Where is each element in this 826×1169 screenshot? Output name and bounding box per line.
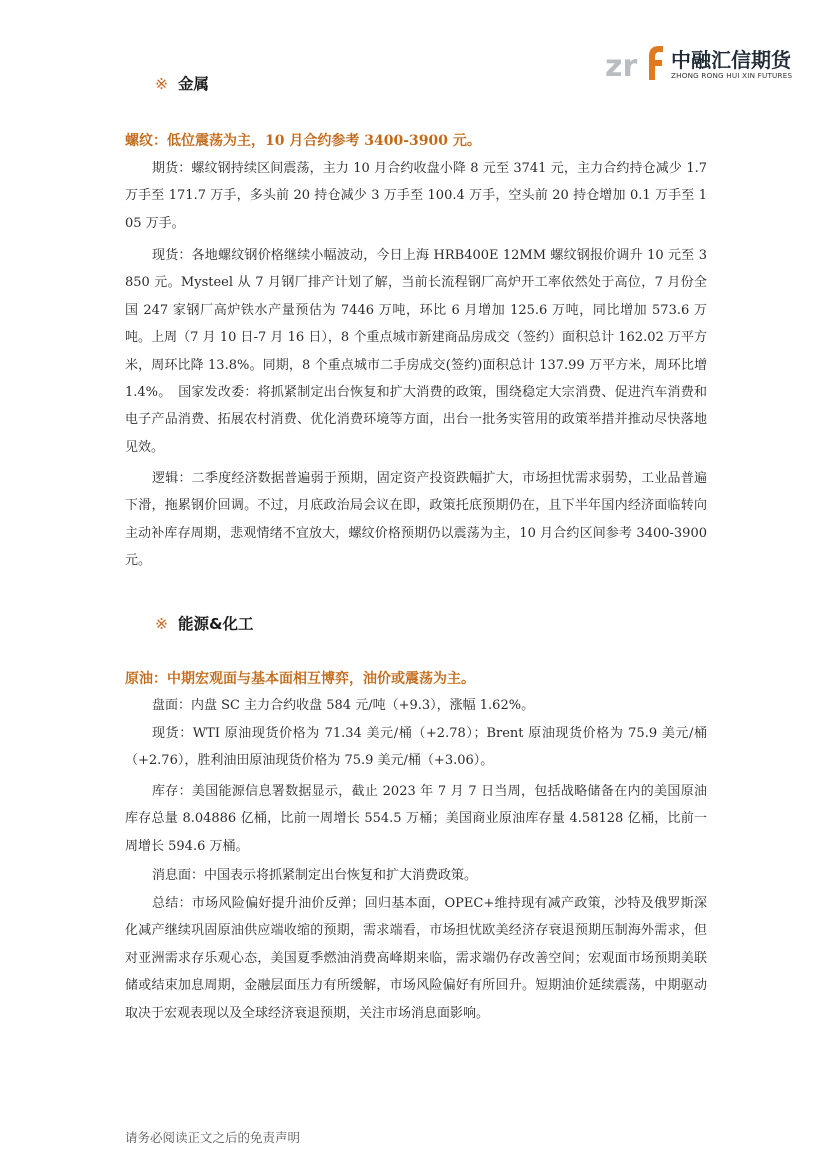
zrf-logo-icon bbox=[605, 42, 663, 82]
rebar-logic-paragraph: 逻辑：二季度经济数据普遍弱于预期，固定资产投资跌幅扩大，市场担忧需求弱势，工业品普遍下滑，拖累钢价回调。不过，月底政治局会议在即，政策托底预期仍在，且下半年国内经济面临转向主动补库存周期，悲观情绪不宜放大，螺纹价格预期仍以震荡为主，10 月合约区间参考 3400-3900 元。 bbox=[125, 471, 707, 569]
crude-news-paragraph: 消息面：中国表示将抓紧制定出台恢复和扩大消费政策。 bbox=[152, 868, 478, 883]
logo-chinese-name: 中融汇信期货 bbox=[671, 48, 791, 72]
disclaimer-footer: 请务必阅读正文之后的免责声明 bbox=[125, 1130, 301, 1145]
reference-mark-icon: ※ bbox=[155, 75, 168, 93]
svg-text:zr: zr bbox=[605, 49, 638, 82]
crude-oil-subheading: 原油：中期宏观面与基本面相互博弈，油价或震荡为主。 bbox=[125, 671, 475, 687]
company-logo bbox=[605, 42, 795, 84]
crude-spot-paragraph: 现货：WTI 原油现货价格为 71.34 美元/桶（+2.78）；Brent 原油现货价格为 75.9 美元/桶（+2.76），胜利油田原油现货价格为 75.9 美元/桶（+3.06）。 bbox=[125, 726, 707, 769]
rebar-futures-paragraph: 期货：螺纹钢持续区间震荡，主力 10 月合约收盘小降 8 元至 3741 元，主力合约持仓减少 1.7 万手至 171.7 万手，多头前 20 持仓减少 3 万手至 100.4 万手，空头前 20 持仓增加 0.1 万手至 105 万手。 bbox=[125, 161, 707, 231]
reference-mark-icon: ※ bbox=[155, 615, 168, 633]
section-title-text: 金属 bbox=[178, 75, 210, 93]
logo-english-name: ZHONG RONG HUI XIN FUTURES bbox=[671, 71, 793, 80]
crude-inventory-paragraph: 库存：美国能源信息署数据显示，截止 2023 年 7 月 7 日当周，包括战略储备在内的美国原油库存总量 8.04886 亿桶，比前一周增长 554.5 万桶；美国商业原油库存量 4.58128 亿桶，比前一周增长 594.6 万桶。 bbox=[125, 784, 707, 854]
crude-market-paragraph: 盘面：内盘 SC 主力合约收盘 584 元/吨（+9.3），涨幅 1.62%。 bbox=[152, 698, 535, 713]
crude-summary-paragraph: 总结：市场风险偏好提升油价反弹；回归基本面，OPEC+维持现有减产政策，沙特及俄罗斯深化减产继续巩固原油供应端收缩的预期，需求端看，市场担忧欧美经济存衰退预期压制海外需求，但对亚洲需求存乐观心态，美国夏季燃油消费高峰期来临，需求端仍存改善空间；宏观面市场预期美联储或结束加息周期，金融层面压力有所缓解，市场风险偏好有所回升。短期油价延续震荡，中期驱动取决于宏观表现以及全球经济衰退预期，关注市场消息面影响。 bbox=[125, 896, 707, 1021]
section-title-energy bbox=[155, 612, 254, 634]
section-title-text: 能源&化工 bbox=[178, 615, 254, 633]
section-title-metals bbox=[155, 72, 209, 94]
rebar-subheading: 螺纹：低位震荡为主，10 月合约参考 3400-3900 元。 bbox=[125, 133, 481, 149]
rebar-spot-paragraph: 现货：各地螺纹钢价格继续小幅波动，今日上海 HRB400E 12MM 螺纹钢报价调升 10 元至 3850 元。Mysteel 从 7 月钢厂排产计划了解，当前长流程钢厂高炉开工率依然处于高位，7 月份全国 247 家钢厂高炉铁水产量预估为 7446 万吨，环比 6 月增加 125.6 万吨，同比增加 573.6 万吨。上周（7 月 10 日-7 月 16 日），8 个重点城市新建商品房成交（签约）面积总计 162.02 万平方米，周环比降 13.8%。同期，8 个重点城市二手房成交(签约)面积总计 137.99 万平方米，周环比增 1.4%。 国家发改委：将抓紧制定出台恢复和扩大消费的政策，围绕稳定大宗消费、促进汽车消费和电子产品消费、拓展农村消费、优化消费环境等方面，出台一批务实管用的政策举措并推动尽快落地见效。 bbox=[125, 248, 707, 455]
